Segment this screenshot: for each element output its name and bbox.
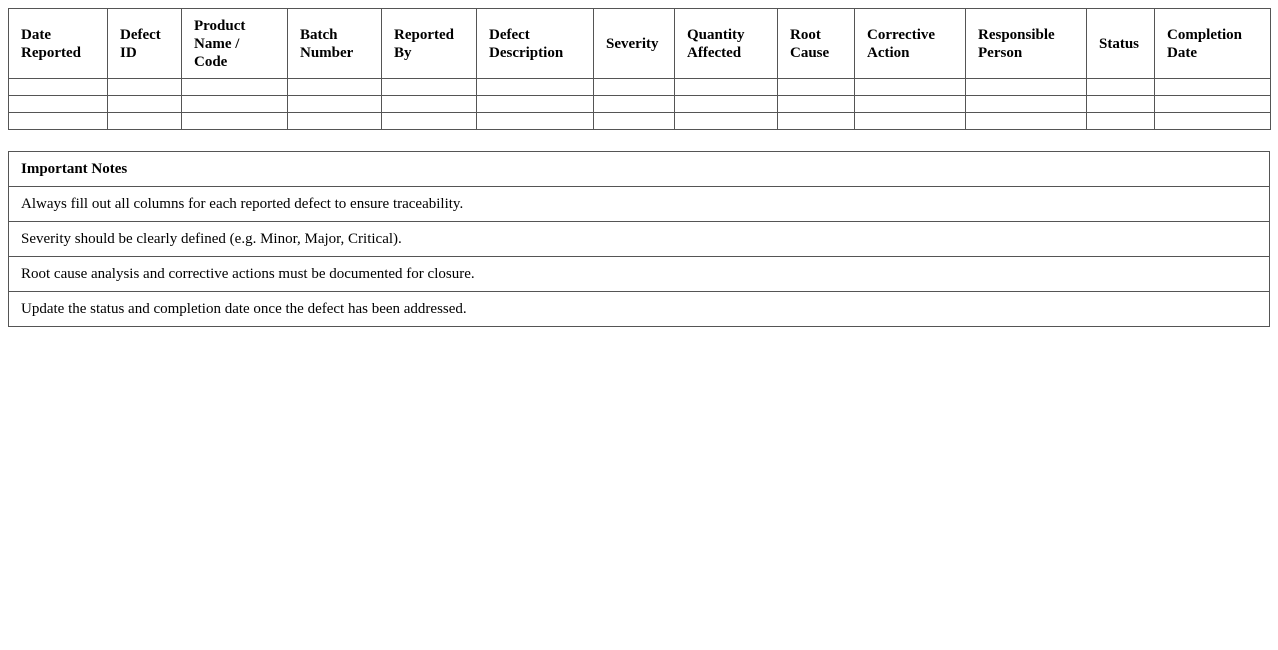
table-cell[interactable] xyxy=(1087,96,1155,113)
defect-rows xyxy=(9,79,1271,130)
note-text: Severity should be clearly defined (e.g. Minor, Major, Critical). xyxy=(9,222,1270,257)
table-cell[interactable] xyxy=(9,79,108,96)
table-cell[interactable] xyxy=(108,113,182,130)
note-row xyxy=(9,257,1270,292)
column-header-status xyxy=(1087,9,1155,79)
table-cell[interactable] xyxy=(594,96,675,113)
table-cell[interactable] xyxy=(675,113,778,130)
table-cell[interactable] xyxy=(382,113,477,130)
table-cell[interactable] xyxy=(182,113,288,130)
column-header-defect-id xyxy=(108,9,182,79)
note-row xyxy=(9,292,1270,327)
note-text: Always fill out all columns for each reported defect to ensure traceability. xyxy=(9,187,1270,222)
table-cell[interactable] xyxy=(675,96,778,113)
table-cell[interactable] xyxy=(1087,113,1155,130)
header-line: Defect xyxy=(489,26,530,43)
table-cell[interactable] xyxy=(477,113,594,130)
table-cell[interactable] xyxy=(594,113,675,130)
column-header-product-name-code xyxy=(182,9,288,79)
header-line: Name / xyxy=(194,35,240,52)
table-cell[interactable] xyxy=(778,79,855,96)
header-line: Reported xyxy=(21,44,81,61)
column-header-defect-description xyxy=(477,9,594,79)
column-header-responsible-person xyxy=(966,9,1087,79)
header-line: Batch xyxy=(300,26,338,43)
header-line: Cause xyxy=(790,44,830,61)
header-line: Severity xyxy=(606,35,659,52)
table-cell[interactable] xyxy=(1155,113,1271,130)
table-row xyxy=(9,113,1271,130)
notes-heading-row xyxy=(9,152,1270,187)
table-cell[interactable] xyxy=(966,113,1087,130)
header-line: Defect xyxy=(120,26,161,43)
column-header-batch-number xyxy=(288,9,382,79)
header-line: Reported xyxy=(394,26,454,43)
table-cell[interactable] xyxy=(288,113,382,130)
header-line: Number xyxy=(300,44,354,61)
table-cell[interactable] xyxy=(182,79,288,96)
table-cell[interactable] xyxy=(108,79,182,96)
important-notes-table xyxy=(8,151,1270,327)
table-cell[interactable] xyxy=(594,79,675,96)
header-line: Product xyxy=(194,17,246,34)
table-cell[interactable] xyxy=(182,96,288,113)
table-cell[interactable] xyxy=(966,96,1087,113)
header-line: Person xyxy=(978,44,1023,61)
table-cell[interactable] xyxy=(477,96,594,113)
table-cell[interactable] xyxy=(108,96,182,113)
table-row xyxy=(9,79,1271,96)
table-cell[interactable] xyxy=(855,96,966,113)
table-cell[interactable] xyxy=(675,79,778,96)
table-cell[interactable] xyxy=(778,96,855,113)
note-text: Root cause analysis and corrective actions must be documented for closure. xyxy=(9,257,1270,292)
table-cell[interactable] xyxy=(9,96,108,113)
defect-log-table xyxy=(8,8,1271,130)
header-line: Description xyxy=(489,44,564,61)
column-header-date-reported xyxy=(9,9,108,79)
table-cell[interactable] xyxy=(966,79,1087,96)
table-row xyxy=(9,96,1271,113)
header-line: Code xyxy=(194,53,228,70)
header-line: ID xyxy=(120,44,137,61)
table-cell[interactable] xyxy=(382,79,477,96)
column-header-severity xyxy=(594,9,675,79)
header-line: Action xyxy=(867,44,910,61)
table-cell[interactable] xyxy=(778,113,855,130)
table-cell[interactable] xyxy=(288,96,382,113)
header-row xyxy=(9,9,1271,79)
table-cell[interactable] xyxy=(855,79,966,96)
column-header-reported-by xyxy=(382,9,477,79)
note-row xyxy=(9,222,1270,257)
header-line: By xyxy=(394,44,412,61)
note-text: Update the status and completion date once the defect has been addressed. xyxy=(9,292,1270,327)
table-cell[interactable] xyxy=(382,96,477,113)
column-header-corrective-action xyxy=(855,9,966,79)
header-line: Root xyxy=(790,26,821,43)
table-cell[interactable] xyxy=(1155,96,1271,113)
header-line: Date xyxy=(21,26,51,43)
header-line: Responsible xyxy=(978,26,1055,43)
header-line: Date xyxy=(1167,44,1197,61)
table-cell[interactable] xyxy=(1087,79,1155,96)
column-header-quantity-affected xyxy=(675,9,778,79)
header-line: Corrective xyxy=(867,26,936,43)
header-line: Completion xyxy=(1167,26,1242,43)
header-line: Status xyxy=(1099,35,1140,52)
header-line: Affected xyxy=(687,44,742,61)
table-cell[interactable] xyxy=(9,113,108,130)
header-line: Quantity xyxy=(687,26,745,43)
column-header-root-cause xyxy=(778,9,855,79)
column-header-completion-date xyxy=(1155,9,1271,79)
table-cell[interactable] xyxy=(1155,79,1271,96)
notes-heading: Important Notes xyxy=(9,152,1270,187)
note-row xyxy=(9,187,1270,222)
table-cell[interactable] xyxy=(288,79,382,96)
table-cell[interactable] xyxy=(855,113,966,130)
table-cell[interactable] xyxy=(477,79,594,96)
